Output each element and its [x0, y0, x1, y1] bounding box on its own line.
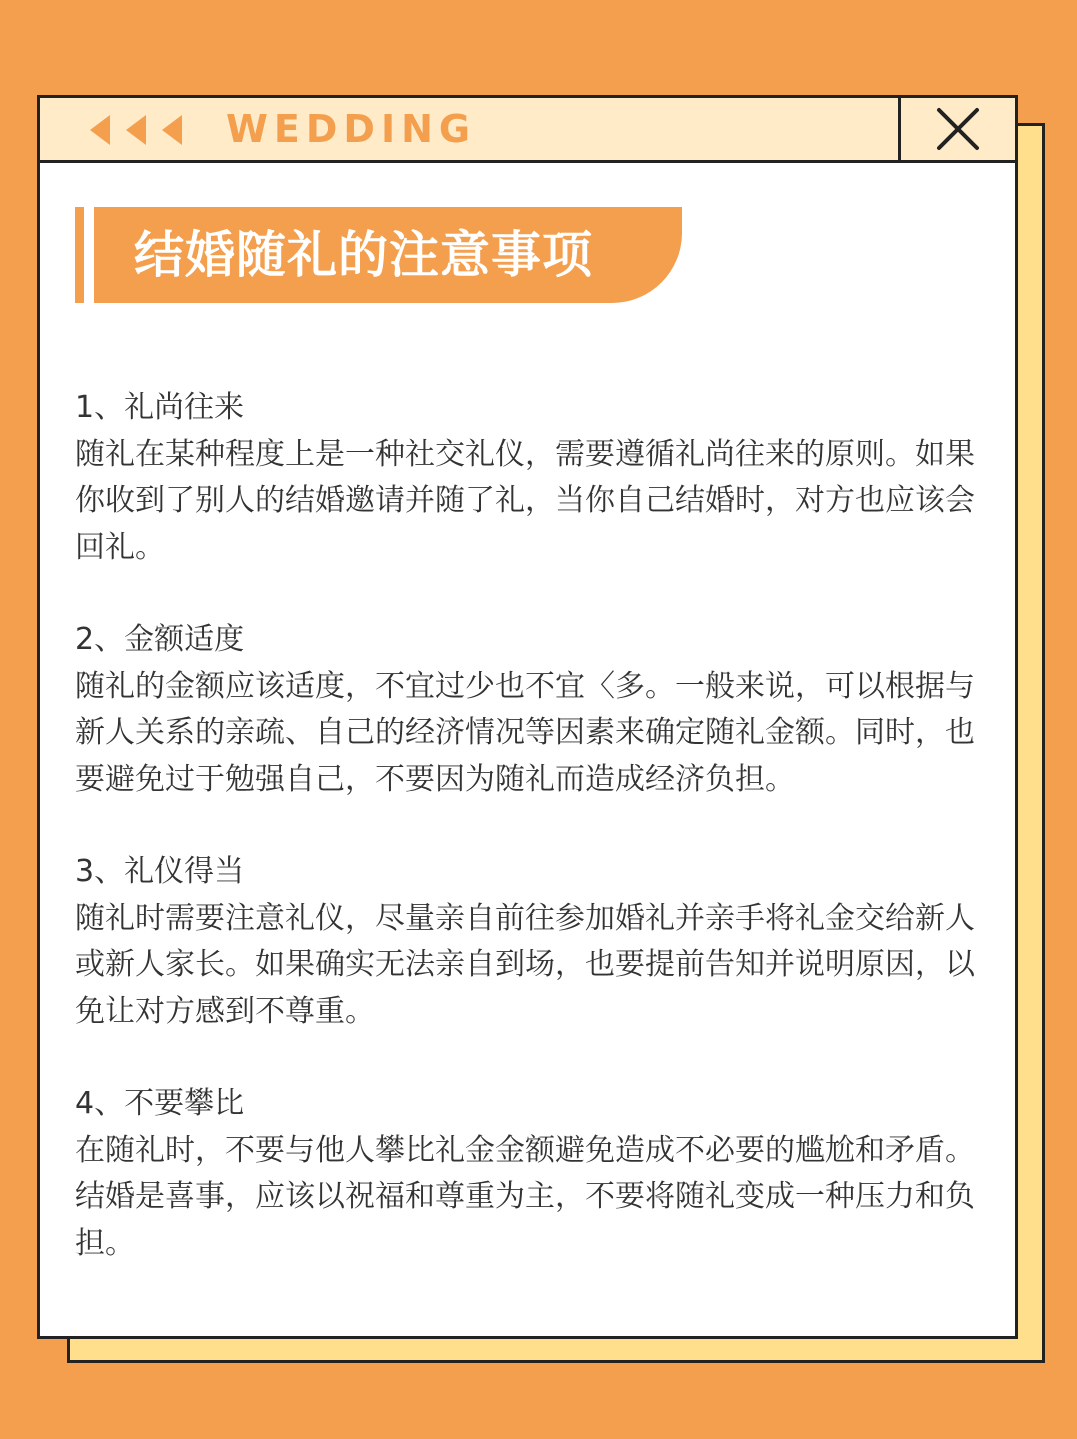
section-title: 3、礼仪得当 — [75, 854, 245, 889]
section — [75, 1081, 985, 1267]
section-body: 随礼时需要注意礼仪，尽量亲自前往参加婚礼并亲手将礼金交给新人或新人家长。如果确实无法亲自到场，也要提前告知并说明原因，以免让对方感到不尊重。 — [75, 900, 975, 1029]
section-body: 随礼在某种程度上是一种社交礼仪，需要遵循礼尚往来的原则。如果你收到了别人的结婚邀请并随了礼，当你自己结婚时，对方也应该会回礼。 — [75, 436, 975, 565]
section — [75, 849, 985, 1035]
section-title: 4、不要攀比 — [75, 1086, 245, 1121]
page-title: 结婚随礼的注意事项 — [134, 226, 593, 284]
window-card — [37, 95, 1018, 1339]
section-title: 2、金额适度 — [75, 622, 245, 657]
chevron-left-icon — [90, 115, 110, 145]
heading-stripe — [75, 207, 84, 303]
chevron-left-icon — [162, 115, 182, 145]
section — [75, 617, 985, 803]
title-bar — [40, 98, 1015, 163]
brand-wordmark: WEDDING — [226, 107, 477, 151]
section — [75, 385, 985, 571]
article-content — [75, 385, 985, 1313]
close-button[interactable] — [898, 98, 1015, 160]
arrow-group — [90, 115, 182, 145]
section-title: 1、礼尚往来 — [75, 390, 245, 425]
section-body: 随礼的金额应该适度，不宜过少也不宜〈多。一般来说，可以根据与新人关系的亲疏、自己的经济情况等因素来确定随礼金额。同时，也要避免过于勉强自己，不要因为随礼而造成经济负担。 — [75, 668, 975, 797]
chevron-left-icon — [126, 115, 146, 145]
close-icon — [936, 107, 980, 151]
section-body: 在随礼时，不要与他人攀比礼金金额避免造成不必要的尴尬和矛盾。结婚是喜事，应该以祝福和尊重为主，不要将随礼变成一种压力和负担。 — [75, 1132, 975, 1261]
heading-pill — [94, 207, 682, 303]
